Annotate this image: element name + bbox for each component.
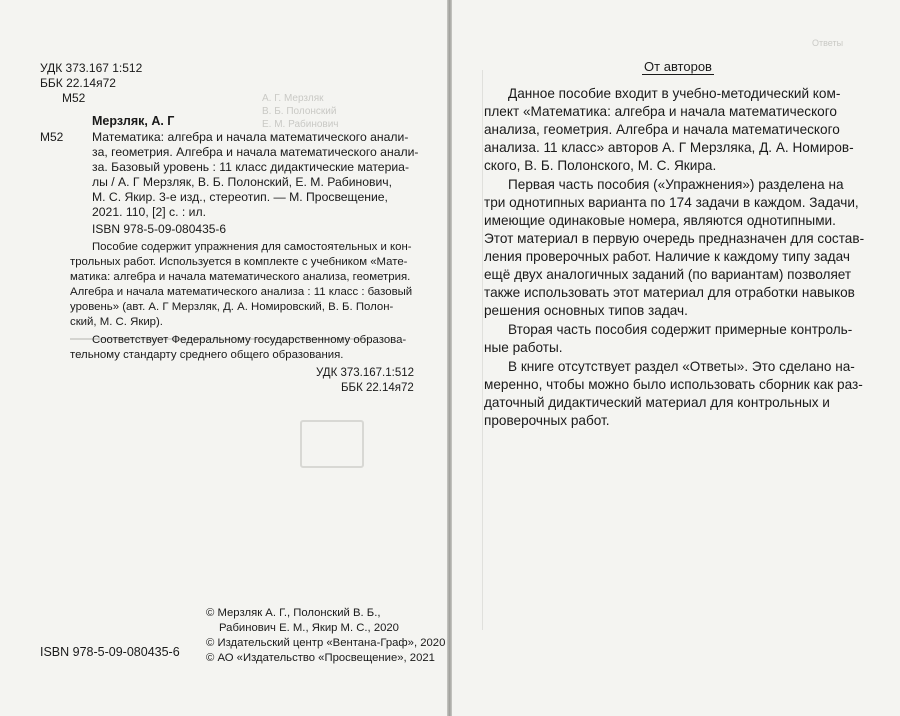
copyright-line: © АО «Издательство «Просвещение», 2021 [206,652,435,664]
paragraph-line: Данное пособие входит в учебно-методический ком- [508,86,841,101]
paragraph-line: анализа. 11 класс» авторов А. Г Мерзляка, Д. А. Номиров- [484,140,854,155]
standard-line: Соответствует Федеральному государственному образова- [92,334,407,346]
paragraph-line: ещё двух аналогичных заданий (по вариантам) позволяет [484,267,852,282]
paragraph-line: Вторая часть пособия содержит примерные контроль- [508,322,853,337]
annotation-line: уровень» (авт. А. Г Мерзляк, Д. А. Номировский, В. Б. Полон- [70,301,394,313]
isbn-bottom: ISBN 978-5-09-080435-6 [40,645,180,659]
paragraph-line: ского, В. Б. Полонского, М. С. Якира. [484,158,717,173]
paragraph-line: даточный дидактический материал для контрольных и [484,395,830,410]
udk-bottom: УДК 373.167.1:512 [316,367,415,379]
paragraph-line: ные работы. [484,340,563,355]
paragraph-line: Первая часть пособия («Упражнения») разделена на [508,177,844,192]
annotation-line: ский, М. С. Якир). [70,316,163,328]
annotation-line: трольных работ. Используется в комплекте с учебником «Мате- [70,256,408,268]
section-heading-text: От авторов [644,59,712,74]
paragraph-line: также использовать этот материал для отработки навыков [484,285,855,300]
annotation-line: матика: алгебра и начала математического анализа, геометрия. [70,271,411,283]
show-through: А. Г. Мерзляк В. Б. Полонский Е. М. Рабинович [262,93,339,130]
paragraph-line: имеющие одинаковые номера, являются однотипными. [484,213,836,228]
catalog-code: М52 [40,130,64,144]
description-line: Математика: алгебра и начала математического анали- [92,130,409,144]
copyright-line: © Издательский центр «Вентана-Граф», 2020 [206,637,446,649]
paragraph-line: В книге отсутствует раздел «Ответы». Это сделано на- [508,359,855,374]
isbn-mid: ISBN 978-5-09-080435-6 [92,222,227,236]
description-line: за, геометрия. Алгебра и начала математического анали- [92,145,419,159]
paragraph-line: анализа, геометрия. Алгебра и начала математического [484,122,840,137]
paragraph-line: ления проверочных работ. Наличие к каждому типу задач [484,249,850,264]
udk-top: УДК 373.167 1:512 [40,61,143,75]
show-through: Ответы [812,38,844,48]
description-line: М. С. Якир. 3-е изд., стереотип. — М. Просвещение, [92,190,388,204]
paragraph-line: проверочных работ. [484,413,610,428]
annotation-line: Алгебра и начала математического анализа : 11 класс : базовый [70,286,413,298]
description-line: лы / А. Г Мерзляк, В. Б. Полонский, Е. М. Рабинович, [92,175,393,189]
paragraph-line: меренно, чтобы можно было использовать сборник как раз- [484,377,863,392]
section-heading [628,59,728,74]
annotation-line: Пособие содержит упражнения для самостоятельных и кон- [92,241,412,253]
paragraph-line: три однотипных варианта по 174 задачи в каждом. Задачи, [484,195,859,210]
paragraph-line: решения основных типов задач. [484,303,688,318]
paragraph-line: Этот материал в первую очередь предназначен для состав- [484,231,865,246]
author-heading: Мерзляк, А. Г [92,114,175,128]
copyright-line: © Мерзляк А. Г., Полонский В. Б., [206,607,381,619]
code-top: М52 [62,91,86,105]
bbk-bottom: ББК 22.14я72 [341,382,414,394]
paragraph-line: плект «Математика: алгебра и начала математического [484,104,837,119]
copyright-line: Рабинович Е. М., Якир М. С., 2020 [219,622,399,634]
bbk-top: ББК 22.14я72 [40,76,116,90]
show-through-logo [300,420,364,468]
description-line: 2021. 110, [2] с. : ил. [92,205,206,219]
standard-line: тельному стандарту среднего общего образования. [70,349,344,361]
description-line: за. Базовый уровень : 11 класс дидактические материа- [92,160,409,174]
